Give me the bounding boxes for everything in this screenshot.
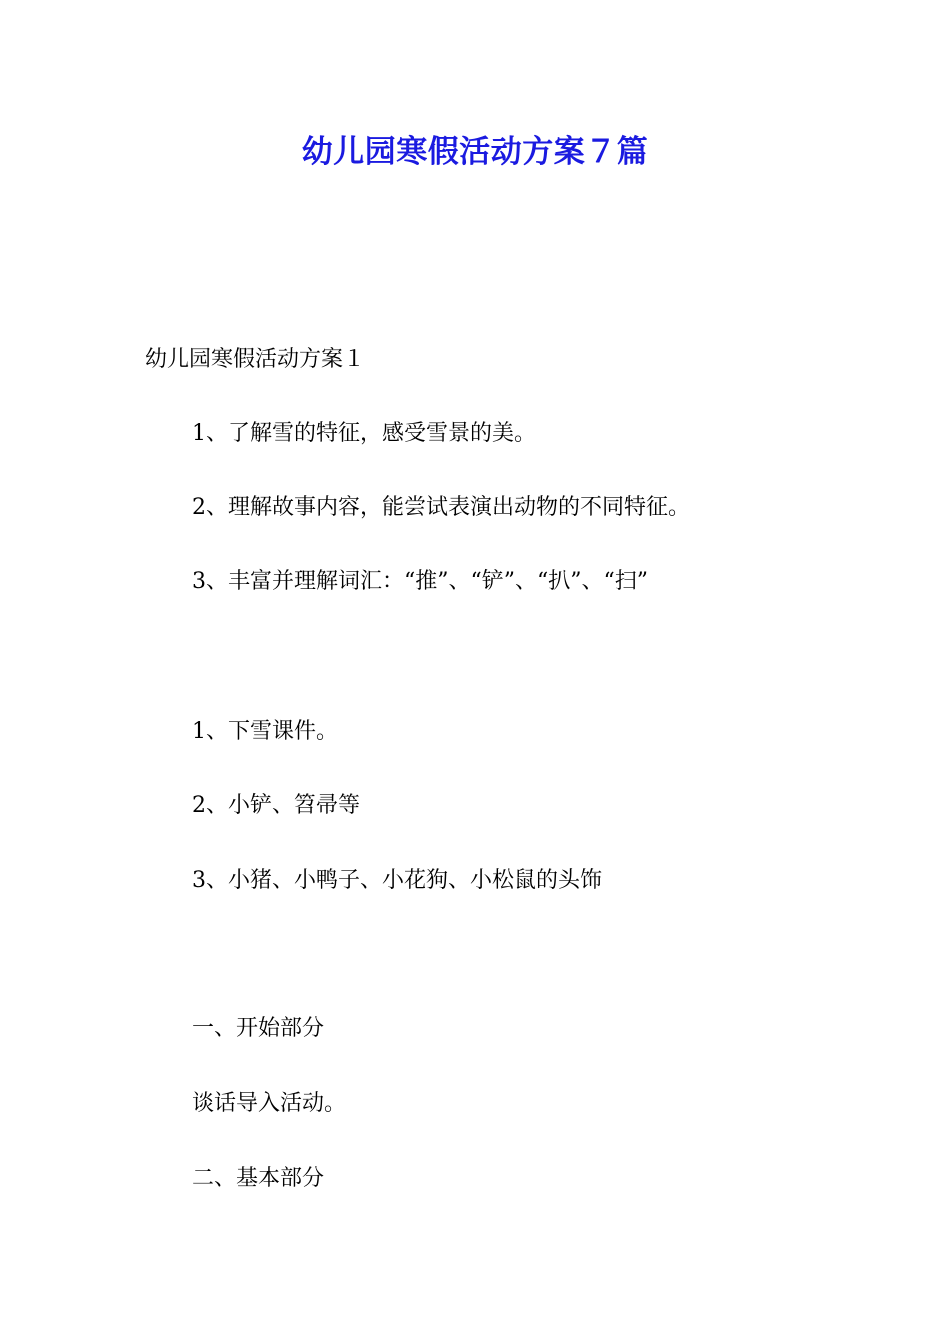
material-item-1: 1、下雪课件。 xyxy=(192,719,338,744)
material-item-3: 3、小猪、小鸭子、小花狗、小松鼠的头饰 xyxy=(192,868,602,893)
goal-item-2: 2、理解故事内容，能尝试表演出动物的不同特征。 xyxy=(192,495,690,520)
material-item-2: 2、小铲、笤帚等 xyxy=(192,793,360,818)
process-heading-basic: 二、基本部分 xyxy=(192,1166,325,1191)
document-title: 幼儿园寒假活动方案７篇 xyxy=(301,134,649,170)
goal-item-1: 1、了解雪的特征，感受雪景的美。 xyxy=(192,421,536,446)
process-heading-start: 一、开始部分 xyxy=(192,1016,325,1041)
section-heading: 幼儿园寒假活动方案１ xyxy=(145,347,366,372)
goal-item-3: 3、丰富并理解词汇：“推”、“铲”、“扒”、“扫” xyxy=(192,569,648,594)
process-text-intro: 谈话导入活动。 xyxy=(192,1091,347,1116)
